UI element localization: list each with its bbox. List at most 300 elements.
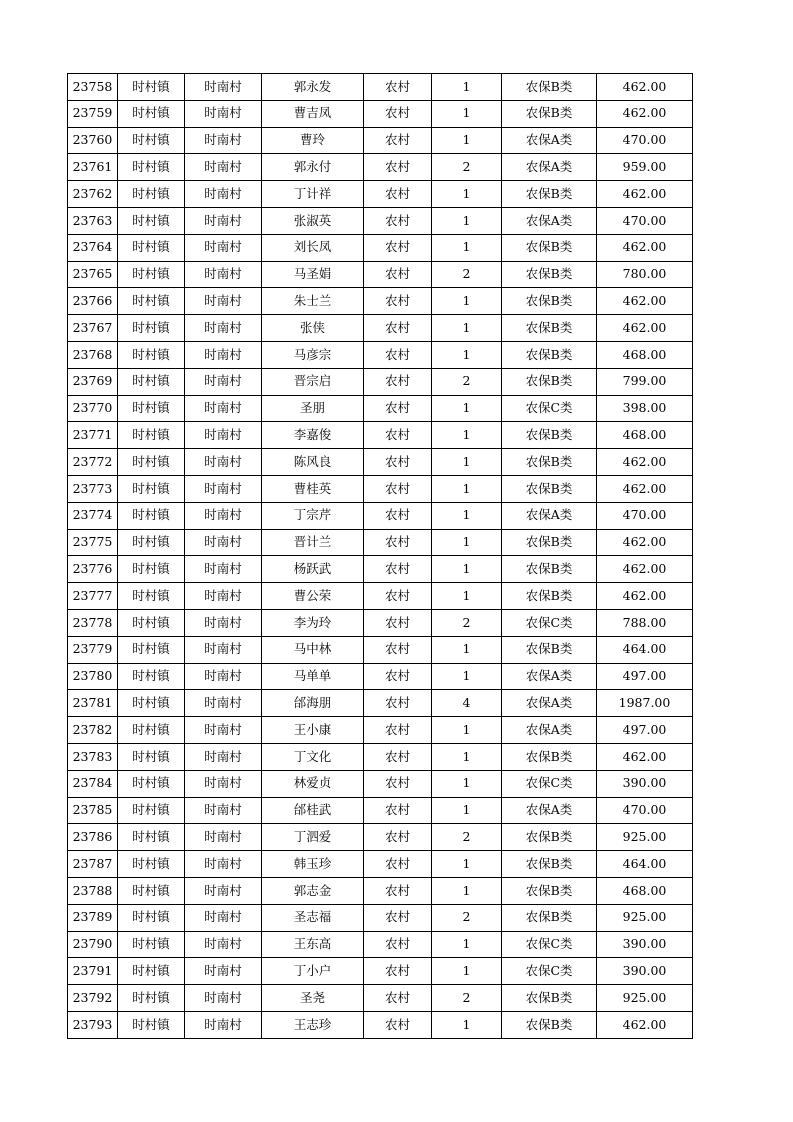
data-table [67,73,693,1039]
village-cell: 时南村 [185,502,262,529]
category-cell: 农保A类 [502,717,597,744]
area-type-cell: 农村 [364,556,432,583]
area-type-cell: 农村 [364,449,432,476]
id-cell: 23777 [68,583,118,610]
id-cell: 23761 [68,154,118,181]
table-row [68,690,693,717]
count-cell: 1 [432,395,502,422]
name-cell: 陈风良 [262,449,364,476]
area-type-cell: 农村 [364,181,432,208]
id-cell: 23770 [68,395,118,422]
id-cell: 23766 [68,288,118,315]
count-cell: 1 [432,529,502,556]
village-cell: 时南村 [185,690,262,717]
table-row [68,958,693,985]
area-type-cell: 农村 [364,1011,432,1038]
category-cell: 农保B类 [502,315,597,342]
count-cell: 1 [432,851,502,878]
town-cell: 时村镇 [118,851,185,878]
category-cell: 农保A类 [502,797,597,824]
amount-cell: 468.00 [597,341,693,368]
table-row [68,529,693,556]
amount-cell: 462.00 [597,181,693,208]
area-type-cell: 农村 [364,609,432,636]
village-cell: 时南村 [185,663,262,690]
amount-cell: 959.00 [597,154,693,181]
area-type-cell: 农村 [364,475,432,502]
table-row [68,904,693,931]
village-cell: 时南村 [185,583,262,610]
table-row [68,985,693,1012]
village-cell: 时南村 [185,931,262,958]
table-row [68,261,693,288]
category-cell: 农保B类 [502,556,597,583]
id-cell: 23793 [68,1011,118,1038]
name-cell: 晋宗启 [262,368,364,395]
town-cell: 时村镇 [118,583,185,610]
town-cell: 时村镇 [118,877,185,904]
table-row [68,877,693,904]
area-type-cell: 农村 [364,824,432,851]
amount-cell: 925.00 [597,824,693,851]
town-cell: 时村镇 [118,288,185,315]
town-cell: 时村镇 [118,100,185,127]
id-cell: 23771 [68,422,118,449]
count-cell: 1 [432,288,502,315]
amount-cell: 462.00 [597,315,693,342]
category-cell: 农保B类 [502,1011,597,1038]
name-cell: 邰桂武 [262,797,364,824]
town-cell: 时村镇 [118,636,185,663]
id-cell: 23763 [68,207,118,234]
count-cell: 1 [432,931,502,958]
amount-cell: 925.00 [597,985,693,1012]
village-cell: 时南村 [185,288,262,315]
count-cell: 1 [432,422,502,449]
category-cell: 农保B类 [502,288,597,315]
area-type-cell: 农村 [364,422,432,449]
village-cell: 时南村 [185,207,262,234]
village-cell: 时南村 [185,958,262,985]
name-cell: 丁宗芹 [262,502,364,529]
amount-cell: 462.00 [597,449,693,476]
amount-cell: 497.00 [597,717,693,744]
name-cell: 郭永付 [262,154,364,181]
table-row [68,636,693,663]
id-cell: 23759 [68,100,118,127]
town-cell: 时村镇 [118,797,185,824]
count-cell: 1 [432,127,502,154]
id-cell: 23785 [68,797,118,824]
area-type-cell: 农村 [364,395,432,422]
village-cell: 时南村 [185,127,262,154]
count-cell: 1 [432,207,502,234]
name-cell: 邰海朋 [262,690,364,717]
name-cell: 王志珍 [262,1011,364,1038]
area-type-cell: 农村 [364,663,432,690]
town-cell: 时村镇 [118,663,185,690]
village-cell: 时南村 [185,717,262,744]
category-cell: 农保A类 [502,127,597,154]
name-cell: 曹桂英 [262,475,364,502]
amount-cell: 470.00 [597,797,693,824]
table-row [68,931,693,958]
count-cell: 4 [432,690,502,717]
amount-cell: 799.00 [597,368,693,395]
id-cell: 23758 [68,74,118,101]
id-cell: 23783 [68,743,118,770]
table-row [68,207,693,234]
name-cell: 曹吉凤 [262,100,364,127]
name-cell: 曹公荣 [262,583,364,610]
amount-cell: 780.00 [597,261,693,288]
town-cell: 时村镇 [118,770,185,797]
town-cell: 时村镇 [118,824,185,851]
village-cell: 时南村 [185,851,262,878]
amount-cell: 1987.00 [597,690,693,717]
count-cell: 1 [432,234,502,261]
table-row [68,717,693,744]
count-cell: 1 [432,743,502,770]
id-cell: 23786 [68,824,118,851]
area-type-cell: 农村 [364,261,432,288]
amount-cell: 390.00 [597,931,693,958]
count-cell: 1 [432,341,502,368]
village-cell: 时南村 [185,636,262,663]
id-cell: 23764 [68,234,118,261]
village-cell: 时南村 [185,395,262,422]
amount-cell: 390.00 [597,958,693,985]
table-row [68,743,693,770]
town-cell: 时村镇 [118,207,185,234]
town-cell: 时村镇 [118,341,185,368]
category-cell: 农保B类 [502,985,597,1012]
table-row [68,770,693,797]
table-row [68,100,693,127]
area-type-cell: 农村 [364,315,432,342]
village-cell: 时南村 [185,556,262,583]
area-type-cell: 农村 [364,368,432,395]
table-row [68,583,693,610]
area-type-cell: 农村 [364,770,432,797]
id-cell: 23765 [68,261,118,288]
category-cell: 农保B类 [502,851,597,878]
id-cell: 23790 [68,931,118,958]
town-cell: 时村镇 [118,315,185,342]
amount-cell: 470.00 [597,207,693,234]
area-type-cell: 农村 [364,717,432,744]
town-cell: 时村镇 [118,234,185,261]
amount-cell: 497.00 [597,663,693,690]
village-cell: 时南村 [185,985,262,1012]
area-type-cell: 农村 [364,583,432,610]
table-row [68,341,693,368]
area-type-cell: 农村 [364,958,432,985]
area-type-cell: 农村 [364,100,432,127]
town-cell: 时村镇 [118,422,185,449]
amount-cell: 462.00 [597,743,693,770]
town-cell: 时村镇 [118,556,185,583]
town-cell: 时村镇 [118,743,185,770]
town-cell: 时村镇 [118,717,185,744]
town-cell: 时村镇 [118,449,185,476]
name-cell: 圣志福 [262,904,364,931]
category-cell: 农保C类 [502,931,597,958]
category-cell: 农保B类 [502,583,597,610]
category-cell: 农保C类 [502,958,597,985]
table-row [68,502,693,529]
name-cell: 李嘉俊 [262,422,364,449]
amount-cell: 462.00 [597,74,693,101]
area-type-cell: 农村 [364,690,432,717]
id-cell: 23769 [68,368,118,395]
name-cell: 马圣娟 [262,261,364,288]
id-cell: 23768 [68,341,118,368]
name-cell: 丁计祥 [262,181,364,208]
table-row [68,181,693,208]
table-row [68,315,693,342]
area-type-cell: 农村 [364,207,432,234]
name-cell: 圣尧 [262,985,364,1012]
category-cell: 农保B类 [502,74,597,101]
id-cell: 23787 [68,851,118,878]
id-cell: 23778 [68,609,118,636]
count-cell: 1 [432,315,502,342]
area-type-cell: 农村 [364,127,432,154]
id-cell: 23773 [68,475,118,502]
table-row [68,824,693,851]
area-type-cell: 农村 [364,234,432,261]
village-cell: 时南村 [185,609,262,636]
area-type-cell: 农村 [364,74,432,101]
count-cell: 1 [432,636,502,663]
category-cell: 农保B类 [502,100,597,127]
category-cell: 农保A类 [502,154,597,181]
category-cell: 农保B类 [502,743,597,770]
village-cell: 时南村 [185,100,262,127]
count-cell: 2 [432,904,502,931]
name-cell: 马中林 [262,636,364,663]
amount-cell: 468.00 [597,877,693,904]
area-type-cell: 农村 [364,502,432,529]
count-cell: 1 [432,717,502,744]
village-cell: 时南村 [185,74,262,101]
count-cell: 1 [432,556,502,583]
name-cell: 马彦宗 [262,341,364,368]
name-cell: 林爱贞 [262,770,364,797]
amount-cell: 464.00 [597,636,693,663]
village-cell: 时南村 [185,234,262,261]
name-cell: 王东高 [262,931,364,958]
town-cell: 时村镇 [118,958,185,985]
village-cell: 时南村 [185,824,262,851]
amount-cell: 462.00 [597,475,693,502]
table-row [68,663,693,690]
amount-cell: 462.00 [597,583,693,610]
count-cell: 1 [432,958,502,985]
area-type-cell: 农村 [364,904,432,931]
table-row [68,74,693,101]
category-cell: 农保C类 [502,609,597,636]
town-cell: 时村镇 [118,1011,185,1038]
category-cell: 农保A类 [502,690,597,717]
table-row [68,127,693,154]
town-cell: 时村镇 [118,904,185,931]
table-row [68,449,693,476]
name-cell: 丁文化 [262,743,364,770]
village-cell: 时南村 [185,315,262,342]
count-cell: 2 [432,154,502,181]
amount-cell: 462.00 [597,1011,693,1038]
id-cell: 23762 [68,181,118,208]
name-cell: 丁小户 [262,958,364,985]
category-cell: 农保B类 [502,824,597,851]
amount-cell: 470.00 [597,502,693,529]
table-row [68,1011,693,1038]
category-cell: 农保B类 [502,475,597,502]
name-cell: 朱士兰 [262,288,364,315]
count-cell: 2 [432,368,502,395]
name-cell: 韩玉珍 [262,851,364,878]
area-type-cell: 农村 [364,877,432,904]
town-cell: 时村镇 [118,395,185,422]
id-cell: 23791 [68,958,118,985]
amount-cell: 925.00 [597,904,693,931]
category-cell: 农保B类 [502,904,597,931]
town-cell: 时村镇 [118,261,185,288]
name-cell: 刘长凤 [262,234,364,261]
id-cell: 23780 [68,663,118,690]
town-cell: 时村镇 [118,368,185,395]
table-body [68,74,693,1039]
area-type-cell: 农村 [364,985,432,1012]
category-cell: 农保B类 [502,341,597,368]
count-cell: 1 [432,797,502,824]
count-cell: 1 [432,449,502,476]
village-cell: 时南村 [185,368,262,395]
village-cell: 时南村 [185,770,262,797]
name-cell: 杨跃武 [262,556,364,583]
table-row [68,797,693,824]
id-cell: 23772 [68,449,118,476]
town-cell: 时村镇 [118,931,185,958]
category-cell: 农保C类 [502,770,597,797]
id-cell: 23782 [68,717,118,744]
area-type-cell: 农村 [364,931,432,958]
id-cell: 23792 [68,985,118,1012]
name-cell: 圣朋 [262,395,364,422]
count-cell: 2 [432,609,502,636]
table-row [68,368,693,395]
id-cell: 23767 [68,315,118,342]
table-row [68,422,693,449]
category-cell: 农保B类 [502,261,597,288]
town-cell: 时村镇 [118,502,185,529]
village-cell: 时南村 [185,181,262,208]
id-cell: 23784 [68,770,118,797]
id-cell: 23760 [68,127,118,154]
town-cell: 时村镇 [118,181,185,208]
category-cell: 农保B类 [502,877,597,904]
id-cell: 23788 [68,877,118,904]
name-cell: 李为玲 [262,609,364,636]
town-cell: 时村镇 [118,609,185,636]
village-cell: 时南村 [185,904,262,931]
village-cell: 时南村 [185,475,262,502]
area-type-cell: 农村 [364,529,432,556]
category-cell: 农保B类 [502,368,597,395]
village-cell: 时南村 [185,743,262,770]
category-cell: 农保A类 [502,663,597,690]
count-cell: 1 [432,583,502,610]
amount-cell: 462.00 [597,556,693,583]
category-cell: 农保A类 [502,207,597,234]
town-cell: 时村镇 [118,127,185,154]
village-cell: 时南村 [185,1011,262,1038]
category-cell: 农保B类 [502,181,597,208]
category-cell: 农保B类 [502,529,597,556]
category-cell: 农保B类 [502,636,597,663]
name-cell: 张侠 [262,315,364,342]
table-row [68,234,693,261]
amount-cell: 462.00 [597,100,693,127]
name-cell: 王小康 [262,717,364,744]
town-cell: 时村镇 [118,985,185,1012]
name-cell: 张淑英 [262,207,364,234]
village-cell: 时南村 [185,261,262,288]
name-cell: 郭永发 [262,74,364,101]
table-row [68,475,693,502]
id-cell: 23779 [68,636,118,663]
id-cell: 23775 [68,529,118,556]
area-type-cell: 农村 [364,851,432,878]
id-cell: 23789 [68,904,118,931]
id-cell: 23781 [68,690,118,717]
amount-cell: 468.00 [597,422,693,449]
amount-cell: 464.00 [597,851,693,878]
category-cell: 农保B类 [502,422,597,449]
town-cell: 时村镇 [118,154,185,181]
table-row [68,556,693,583]
id-cell: 23774 [68,502,118,529]
name-cell: 晋计兰 [262,529,364,556]
category-cell: 农保C类 [502,395,597,422]
town-cell: 时村镇 [118,475,185,502]
town-cell: 时村镇 [118,690,185,717]
table-row [68,288,693,315]
category-cell: 农保B类 [502,234,597,261]
area-type-cell: 农村 [364,636,432,663]
amount-cell: 462.00 [597,288,693,315]
count-cell: 1 [432,100,502,127]
count-cell: 1 [432,770,502,797]
count-cell: 1 [432,502,502,529]
village-cell: 时南村 [185,449,262,476]
count-cell: 1 [432,74,502,101]
village-cell: 时南村 [185,422,262,449]
village-cell: 时南村 [185,797,262,824]
count-cell: 2 [432,261,502,288]
count-cell: 1 [432,1011,502,1038]
category-cell: 农保B类 [502,449,597,476]
town-cell: 时村镇 [118,529,185,556]
count-cell: 1 [432,181,502,208]
table-row [68,609,693,636]
amount-cell: 398.00 [597,395,693,422]
count-cell: 1 [432,475,502,502]
name-cell: 马单单 [262,663,364,690]
town-cell: 时村镇 [118,74,185,101]
